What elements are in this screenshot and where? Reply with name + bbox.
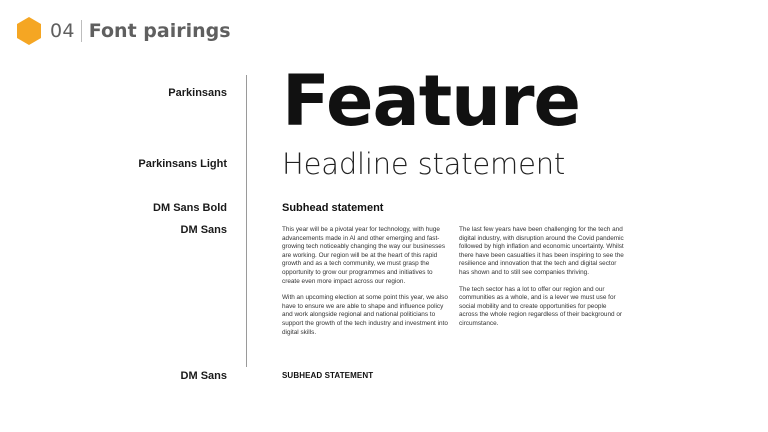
feature-sample: Feature	[282, 60, 580, 142]
body-column-1	[282, 226, 450, 345]
label-caps-font: DM Sans	[180, 370, 227, 382]
body-paragraph: This year will be a pivotal year for technology, with huge advancements made in AI and other emerging and fast-growing tech noticeably changing the way our businesses are working. Our region will be at the heart of this rapid growth and as a tech community, we must grasp the opportunity to grow our programmes and initiatives to create even more impact across our region.	[282, 226, 446, 285]
body-paragraph: The tech sector has a lot to offer our region and our communities as a whole, and is a lever we must use for social mobility and to create opportunities for people across the whole region regardless of their background or circumstance.	[459, 285, 623, 327]
hexagon-icon	[16, 16, 42, 46]
section-header	[16, 16, 231, 46]
label-body-font: DM Sans	[180, 224, 227, 236]
label-headline-font: Parkinsans Light	[138, 158, 227, 170]
headline-sample: Headline statement	[282, 147, 566, 181]
subhead-sample: Subhead statement	[282, 202, 384, 214]
body-paragraph: With an upcoming election at some point this year, we also have to ensure we are able to shape and influence policy and work alongside regional and national politicians to support the growth of the tech industry and investment into digital skills.	[282, 294, 448, 336]
section-title: Font pairings	[88, 20, 231, 42]
section-number: 04	[50, 20, 75, 42]
body-column-2	[459, 226, 627, 337]
body-paragraph: The last few years have been challenging for the tech and digital industry, with disruption around the Covid pandemic followed by high inflation and economic uncertainty. Whilst there have been casualties it has been inspiring to see the resilience and innovation that the tech and digital sector has shown and to still see companies thriving.	[459, 226, 624, 276]
label-feature-font: Parkinsans	[168, 87, 227, 99]
vertical-divider	[246, 75, 247, 367]
caps-subhead-sample: SUBHEAD STATEMENT	[282, 371, 374, 380]
label-subhead-font: DM Sans Bold	[153, 202, 227, 214]
header-separator	[81, 20, 82, 42]
